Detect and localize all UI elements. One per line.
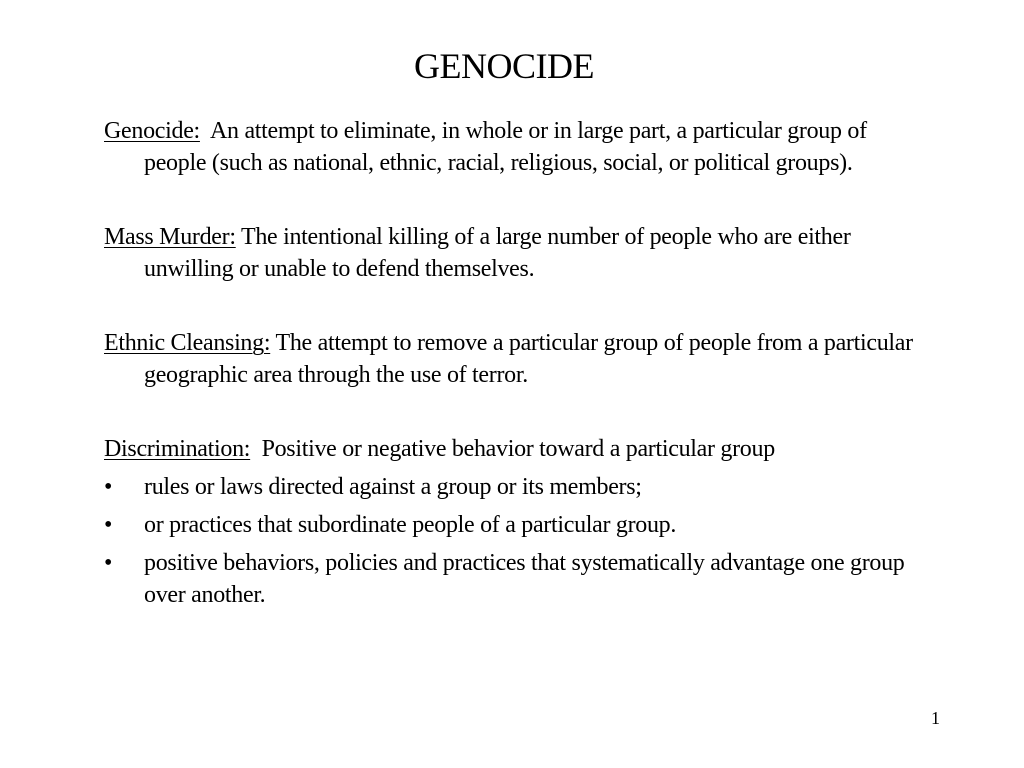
bullet-item xyxy=(104,509,924,541)
definition-text: Positive or negative behavior toward a particular group xyxy=(261,436,775,462)
bullet-text: rules or laws directed against a group or its members; xyxy=(144,474,642,500)
bullet-text: or practices that subordinate people of a particular group. xyxy=(144,512,677,538)
definition-term: Discrimination: xyxy=(104,436,251,462)
definition-term: Mass Murder: xyxy=(104,224,236,250)
definition-discrimination xyxy=(104,433,924,465)
bullet-icon: • xyxy=(104,550,113,576)
definition-ethnic-cleansing xyxy=(104,327,924,391)
definition-mass-murder xyxy=(104,221,924,285)
bullet-icon: • xyxy=(104,474,113,500)
bullet-text: positive behaviors, policies and practices that systematically advantage one group over another. xyxy=(144,550,905,608)
bullet-item xyxy=(104,547,924,611)
definition-text: The attempt to remove a particular group of people from a particular geographic area through the use of terror. xyxy=(144,330,913,388)
definition-text: An attempt to eliminate, in whole or in large part, a particular group of people (such as national, ethnic, racial, religious, social, or political groups). xyxy=(144,118,867,176)
definition-genocide xyxy=(104,115,924,179)
bullet-icon: • xyxy=(104,512,113,538)
slide-body xyxy=(104,115,924,611)
definition-term: Genocide: xyxy=(104,118,200,144)
definition-term: Ethnic Cleansing: xyxy=(104,330,271,356)
page-number: 1 xyxy=(931,708,940,728)
slide-title: GENOCIDE xyxy=(414,46,594,86)
bullet-item xyxy=(104,471,924,503)
definition-text: The intentional killing of a large number of people who are either unwilling or unable to defend themselves. xyxy=(144,224,851,282)
